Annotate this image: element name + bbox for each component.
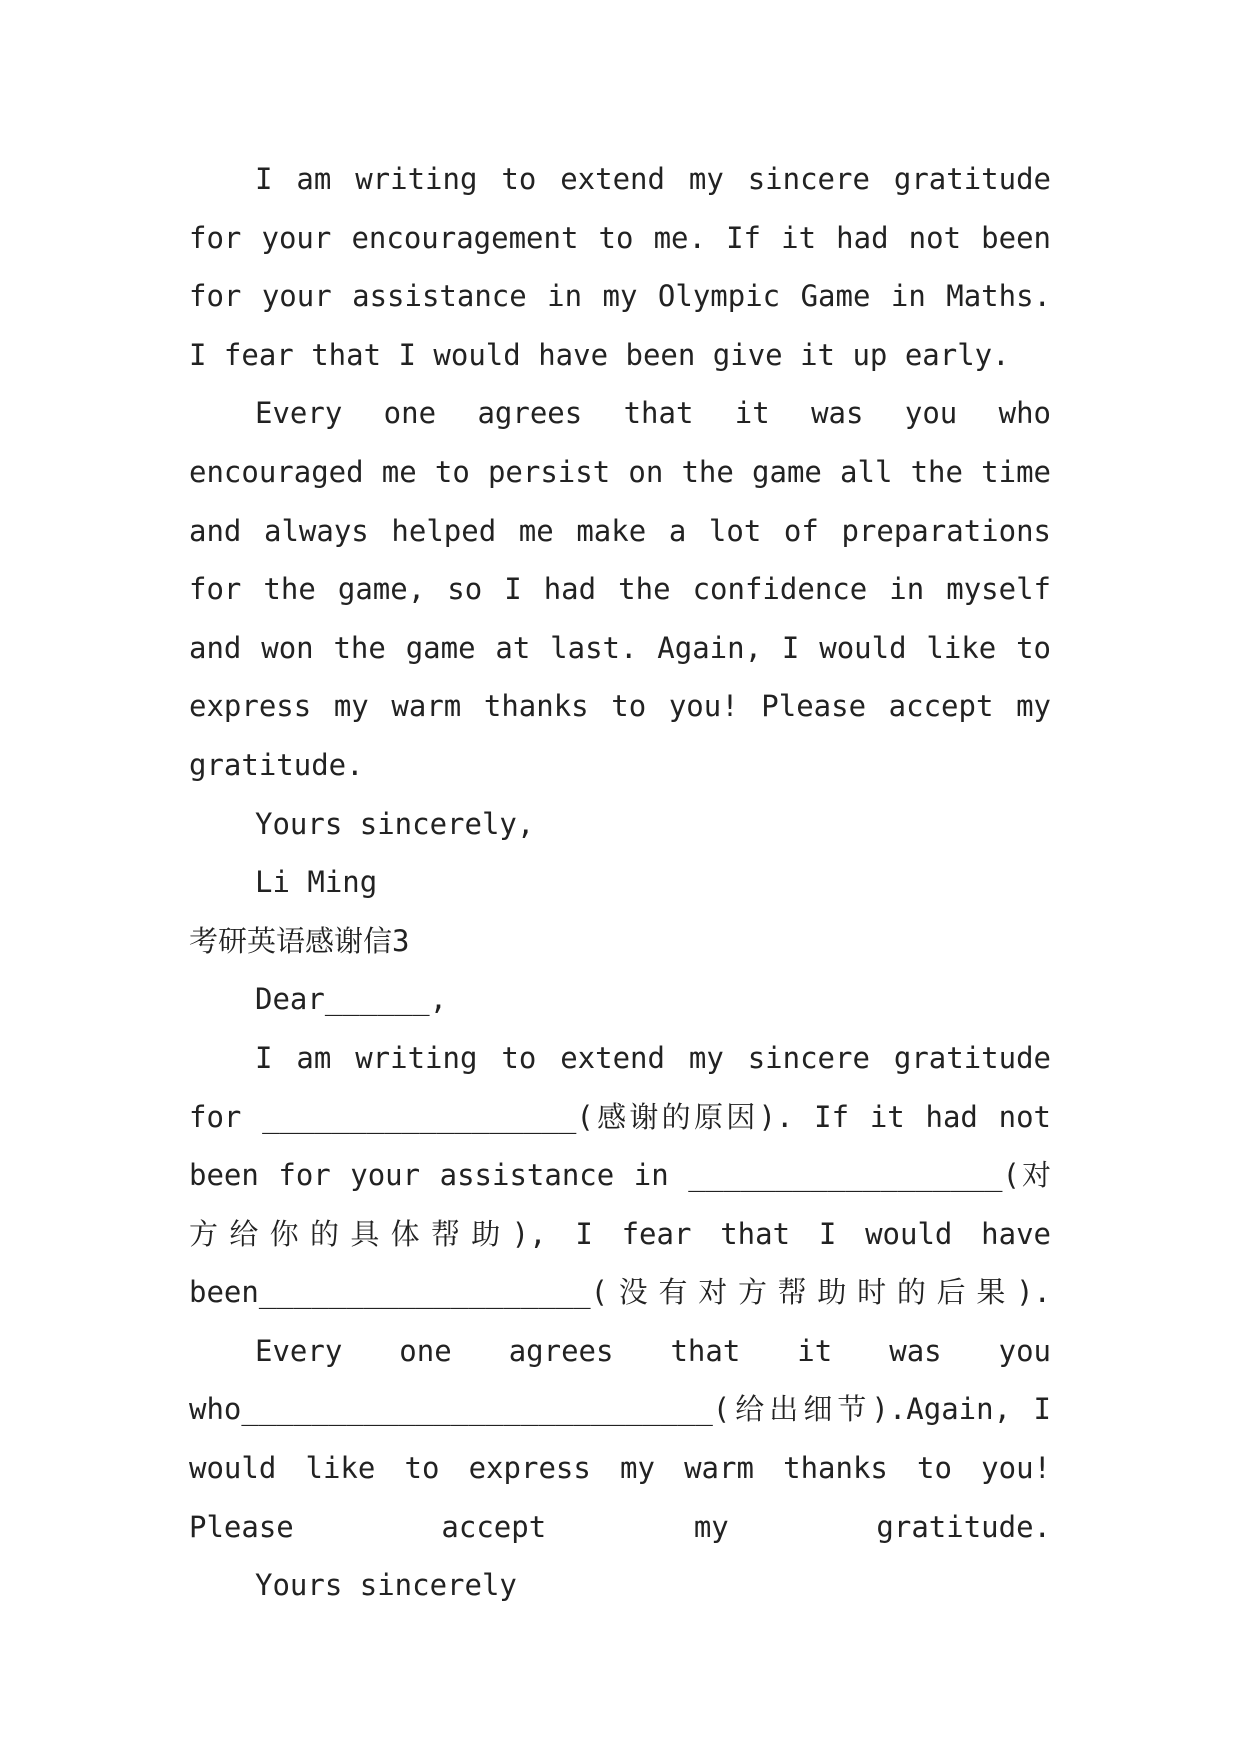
paragraph: Every one agrees that it was you who encouraged me to persist on the game all the time and always helped me make a lot of preparations for the game, so I had the confidence in myself and won the game at last. Again, I would like to express my warm thanks to you! Please accept my gratitude. xyxy=(189,396,1051,782)
paragraph: Dear______, xyxy=(255,982,448,1017)
paragraph: Every one agrees that it was you who___________________________(给出细节).Again, I would like to express my warm thanks to you! Please accept my gratitude. xyxy=(189,1333,1051,1544)
paragraph: 考研英语感谢信3 xyxy=(189,923,410,958)
letter-page xyxy=(189,150,1051,1615)
paragraph: I am writing to extend my sincere gratitude for your encouragement to me. If it had not been for your assistance in my Olympic Game in Maths. I fear that I would have been give it up early. xyxy=(189,162,1051,372)
paragraph: Yours sincerely, xyxy=(255,806,535,841)
paragraph: I am writing to extend my sincere gratitude for __________________(感谢的原因). If it had not been for your assistance in __________________(对方给你的具体帮助), I fear that I would have been___________________(没有对方帮助时的后果). xyxy=(189,1040,1051,1310)
paragraph: Li Ming xyxy=(255,865,378,900)
paragraph: Yours sincerely xyxy=(255,1568,517,1603)
